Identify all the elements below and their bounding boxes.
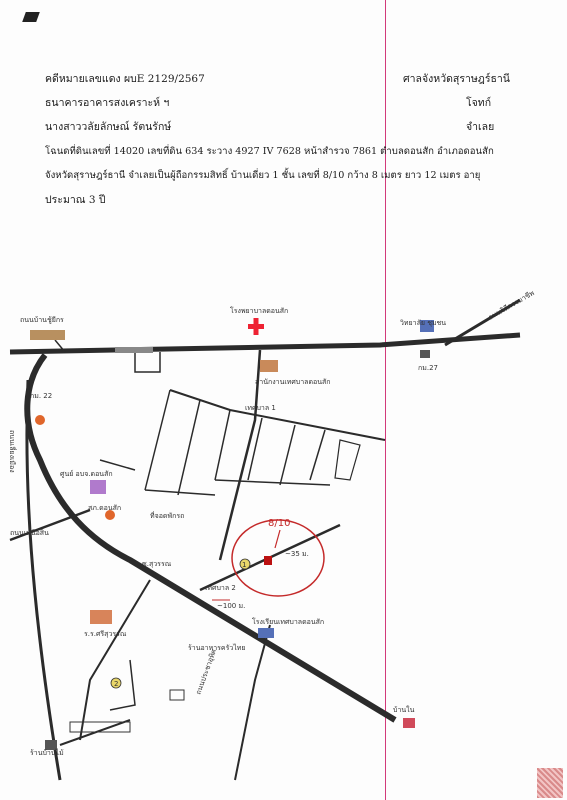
label-marker-1: 1 bbox=[242, 561, 247, 569]
label-government-office: สำนักงานเทศบาลดอนสัก bbox=[255, 378, 331, 386]
label-shop: ร้านอาหารครัวไทย bbox=[188, 644, 246, 652]
label-km22: กม. 22 bbox=[30, 392, 53, 400]
property-description-line3: ประมาณ 3 ปี bbox=[45, 194, 106, 206]
label-school-top: ถนนบ้านชู้ยีกร bbox=[20, 316, 64, 324]
label-soi1: เทศบาล 1 bbox=[245, 404, 276, 412]
label-road-left: ถนนเหนือสิ้น bbox=[10, 529, 49, 537]
label-temple: ศูนย์ อบจ.ดอนสัก bbox=[60, 470, 113, 478]
plaintiff-name: ธนาคารอาคารสงเคราะห์ ฯ bbox=[45, 97, 170, 109]
property-description-line2: จังหวัดสุราษฎร์ธานี จำเลยเป็นผู้ถือกรรมสิทธิ์ บ้านเดี่ยว 1 ชั้น เลขที่ 8/10 กว้าง 8 เมตร ยาว 12 เมตร อายุ bbox=[45, 170, 481, 181]
property-description-line1: โฉนดที่ดินเลขที่ 14020 เลขที่ดิน 634 ระวาง 4927 IV 7628 หน้าสำรวจ 7861 ตำบลดอนสัก อำเภอดอนสัก bbox=[45, 146, 494, 157]
school-building-icon bbox=[258, 628, 274, 638]
label-distance-100: ~100 ม. bbox=[217, 602, 246, 610]
corner-stamp bbox=[537, 768, 563, 798]
label-road-main: ถนนเลี่ยงเมือง bbox=[8, 430, 16, 473]
main-road bbox=[10, 335, 520, 352]
label-hospital: โรงพยาบาลดอนสัก bbox=[230, 307, 289, 315]
label-rest-area: ที่จอดพักรถ bbox=[150, 512, 185, 520]
label-soi2: เทศบาล 2 bbox=[205, 584, 236, 592]
label-distance-35: ~35 ม. bbox=[285, 550, 309, 558]
label-road-right: ถนนประชาอุทิศ bbox=[194, 648, 219, 696]
defendant-role: จำเลย bbox=[466, 121, 495, 133]
label-market: โรงเรียนเทศบาลดอนสัก bbox=[252, 618, 325, 626]
school-icon bbox=[90, 610, 112, 624]
defendant-name: นางสาววลัยลักษณ์ รัตนรักษ์ bbox=[45, 121, 172, 133]
court-name: ศาลจังหวัดสุราษฎร์ธานี bbox=[403, 73, 510, 85]
label-bottom-left: ร้านบ้านไม้ bbox=[30, 749, 64, 757]
label-plot: 8/10 bbox=[268, 518, 291, 529]
label-soi3: ซ.สุวรรณ bbox=[142, 560, 172, 568]
label-km27: กม.27 bbox=[418, 364, 438, 372]
temple-icon bbox=[90, 480, 106, 494]
case-number: คดีหมายเลขแดง ผบE 2129/2567 bbox=[45, 73, 205, 85]
soi-road bbox=[170, 390, 385, 440]
government-office-icon bbox=[260, 360, 278, 372]
label-marker-2: 2 bbox=[114, 680, 119, 688]
label-police: สภ.ดอนสัก bbox=[88, 504, 122, 512]
label-right-note: ถนนวิถีกรรมาชีพ bbox=[487, 288, 536, 322]
label-university: วิทยาลัย ชุมชน bbox=[400, 319, 447, 327]
landmark-icon bbox=[35, 415, 45, 425]
label-school2: ร.ร.ศรีสุวรรณ bbox=[84, 630, 127, 638]
label-bottom-right: บ้านใน bbox=[393, 706, 415, 714]
property-marker bbox=[264, 556, 272, 565]
property-circle bbox=[232, 520, 324, 596]
plaintiff-role: โจทก์ bbox=[466, 97, 492, 109]
school-top-icon bbox=[30, 330, 65, 340]
